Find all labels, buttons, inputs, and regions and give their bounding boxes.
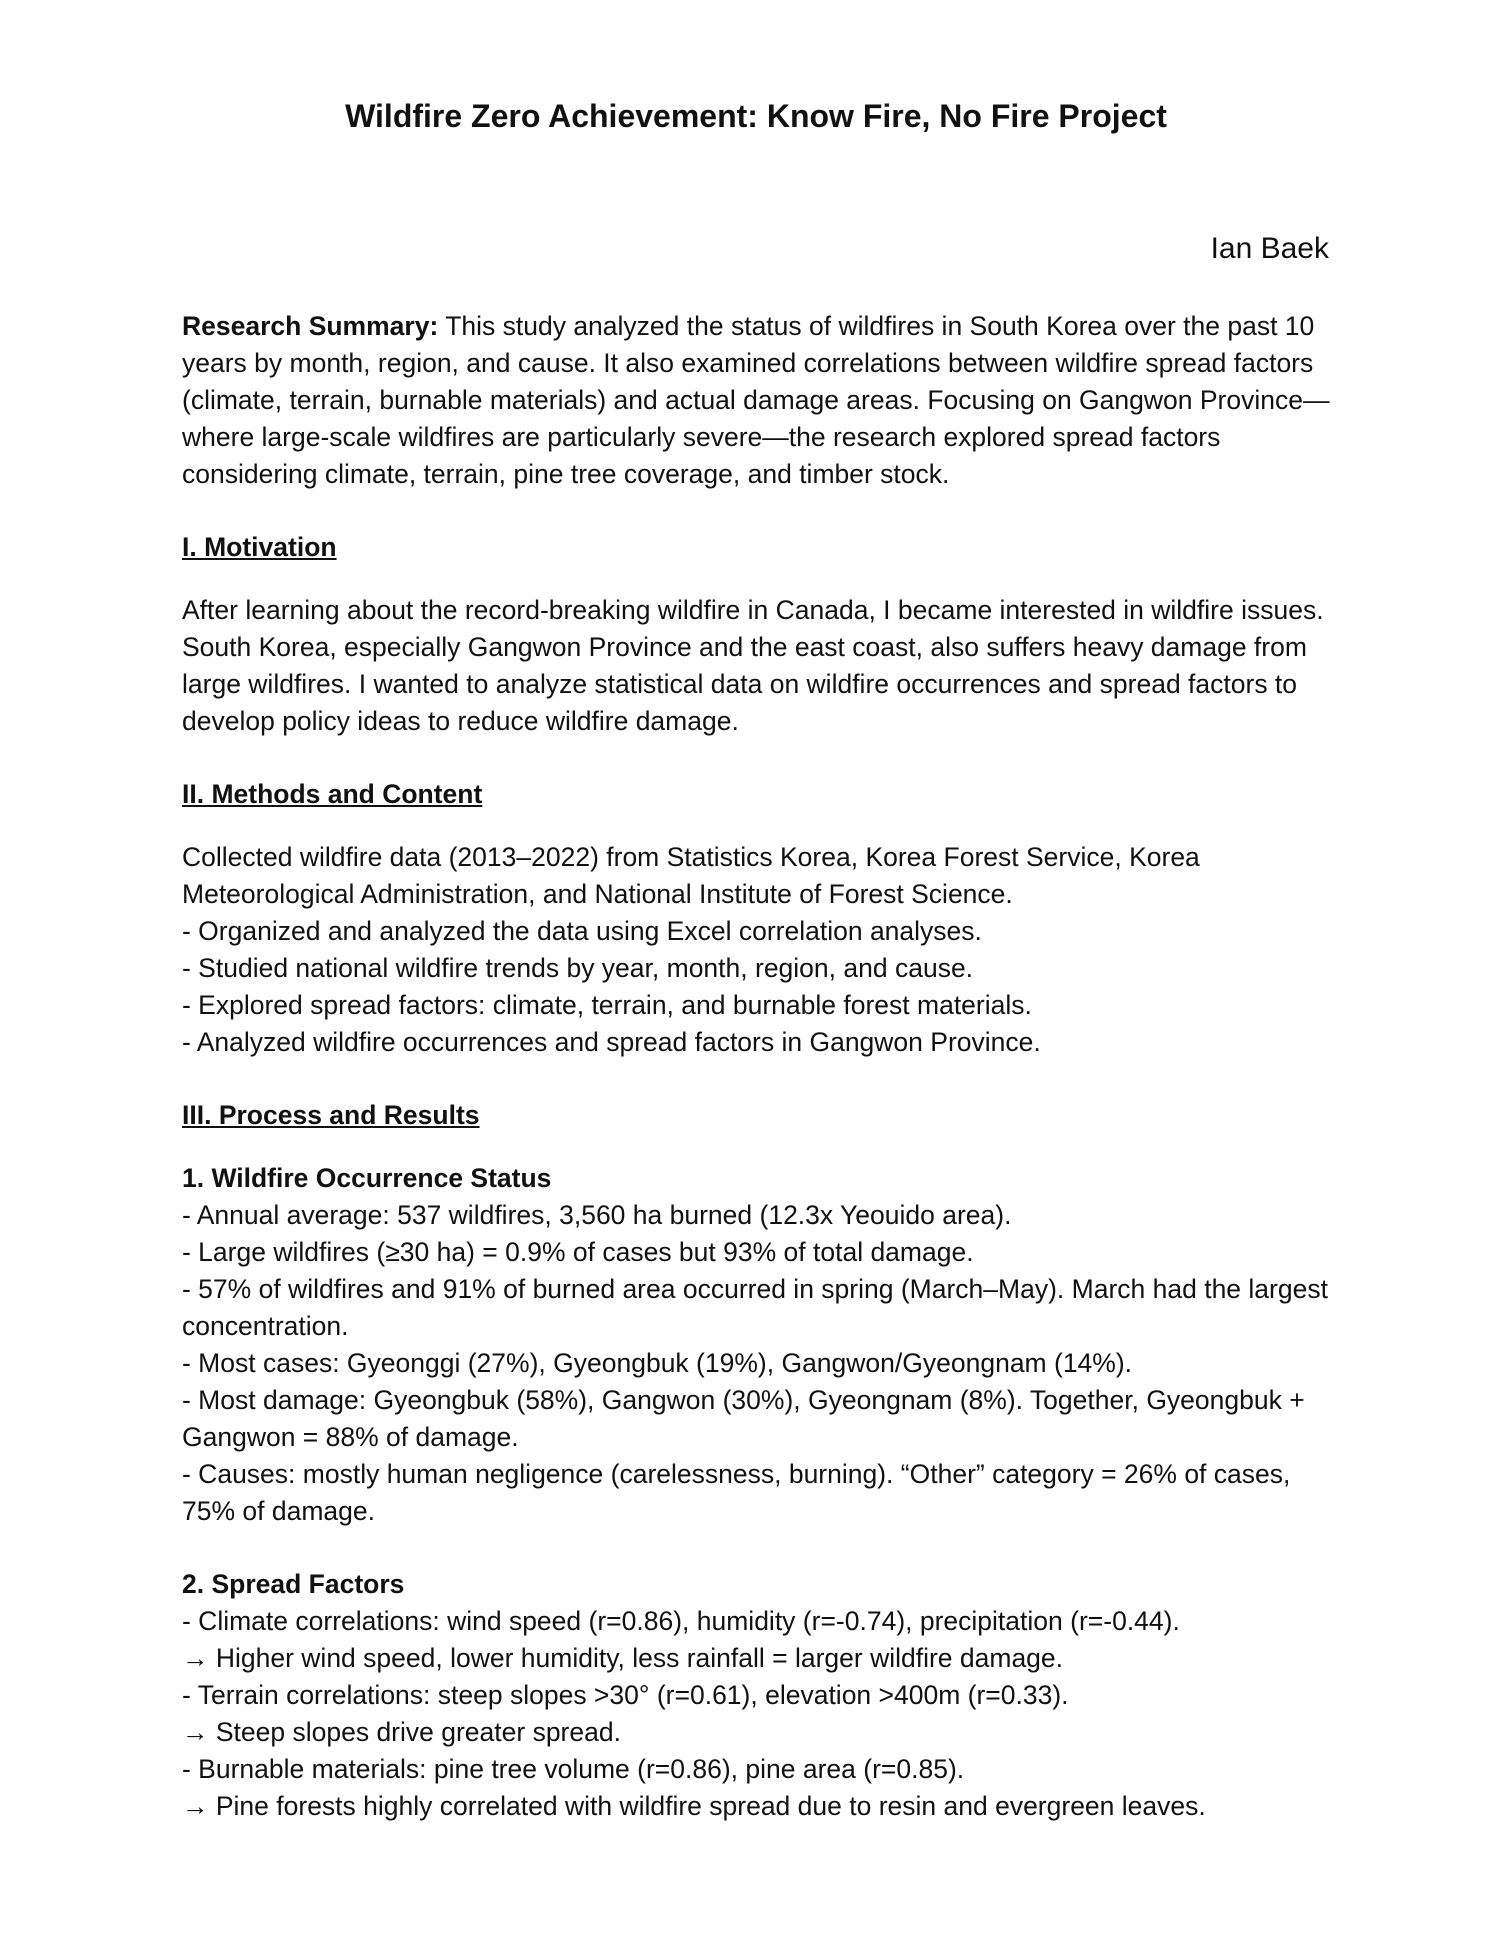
occurrence-subheading: 1. Wildfire Occurrence Status <box>182 1163 552 1193</box>
motivation-heading: I. Motivation <box>182 532 337 562</box>
spread-factor-item: → Higher wind speed, lower humidity, less rainfall = larger wildfire damage. <box>182 1643 1064 1673</box>
spread-factor-item: - Terrain correlations: steep slopes >30° (r=0.61), elevation >400m (r=0.33). <box>182 1680 1069 1710</box>
motivation-text: After learning about the record-breaking wildfire in Canada, I became interested in wildfire issues. South Korea, especially Gangwon Province and the east coast, also suffers heavy damage from large wildfires. I wanted to analyze statistical data on wildfire occurrences and spread factors to develop policy ideas to reduce wildfire damage. <box>182 595 1324 736</box>
occurrence-item: - Most damage: Gyeongbuk (58%), Gangwon (30%), Gyeongnam (8%). Together, Gyeongbuk + Gangwon = 88% of damage. <box>182 1385 1305 1452</box>
methods-heading: II. Methods and Content <box>182 779 483 809</box>
research-summary <box>182 308 1330 493</box>
methods-item: - Organized and analyzed the data using Excel correlation analyses. <box>182 916 982 946</box>
section-spacer <box>182 1530 1330 1566</box>
document-body <box>182 308 1330 1825</box>
occurrence-item: - Causes: mostly human negligence (carelessness, burning). “Other” category = 26% of cases, 75% of damage. <box>182 1459 1291 1526</box>
spread-factor-item: → Pine forests highly correlated with wildfire spread due to resin and evergreen leaves. <box>182 1791 1206 1821</box>
summary-text: This study analyzed the status of wildfires in South Korea over the past 10 years by month, region, and cause. It also examined correlations between wildfire spread factors (climate, terrain, burnable materials) and actual damage areas. Focusing on Gangwon Province—where large-scale wildfires are particularly severe—the research explored spread factors considering climate, terrain, pine tree coverage, and timber stock. <box>182 311 1330 489</box>
spread-factors-subheading: 2. Spread Factors <box>182 1569 405 1599</box>
author-name: Ian Baek <box>1210 232 1329 265</box>
occurrence-item: - Large wildfires (≥30 ha) = 0.9% of cases but 93% of total damage. <box>182 1237 974 1267</box>
methods-item: - Analyzed wildfire occurrences and spread factors in Gangwon Province. <box>182 1027 1041 1057</box>
occurrence-item: - Most cases: Gyeonggi (27%), Gyeongbuk (19%), Gangwon/Gyeongnam (14%). <box>182 1348 1133 1378</box>
results-heading: III. Process and Results <box>182 1100 480 1130</box>
spread-factor-item: → Steep slopes drive greater spread. <box>182 1717 621 1747</box>
document-title: Wildfire Zero Achievement: Know Fire, No Fire Project <box>345 98 1167 134</box>
spread-factor-item: - Burnable materials: pine tree volume (r=0.86), pine area (r=0.85). <box>182 1754 965 1784</box>
spread-factor-item: - Climate correlations: wind speed (r=0.86), humidity (r=-0.74), precipitation (r=-0.44). <box>182 1606 1180 1636</box>
methods-item: - Explored spread factors: climate, terrain, and burnable forest materials. <box>182 990 1032 1020</box>
summary-label: Research Summary: <box>182 311 439 341</box>
occurrence-item: - Annual average: 537 wildfires, 3,560 ha burned (12.3x Yeouido area). <box>182 1200 1012 1230</box>
methods-item: - Studied national wildfire trends by year, month, region, and cause. <box>182 953 974 983</box>
occurrence-item: - 57% of wildfires and 91% of burned area occurred in spring (March–May). March had the largest concentration. <box>182 1274 1328 1341</box>
methods-intro: Collected wildfire data (2013–2022) from Statistics Korea, Korea Forest Service, Korea Meteorological Administration, and National Institute of Forest Science. <box>182 842 1200 909</box>
